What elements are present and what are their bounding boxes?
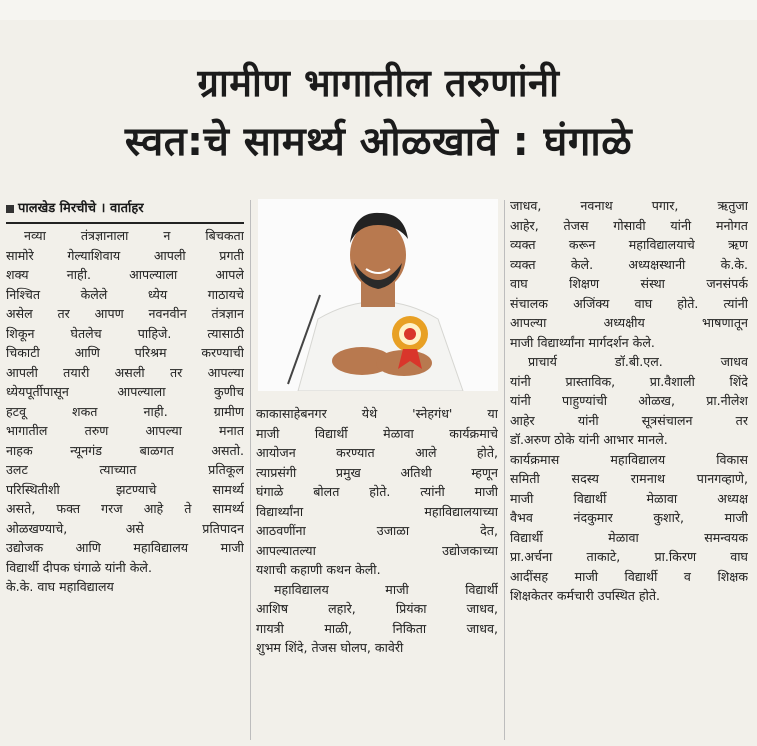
article-text-line: उलट त्याच्यात प्रतिकूल bbox=[6, 462, 244, 477]
article-text-line: समिती सदस्य रामनाथ पानगव्हाणे, bbox=[510, 471, 748, 486]
article-text-line: सामोरे गेल्याशिवाय आपली प्रगती bbox=[6, 247, 244, 263]
column-divider bbox=[504, 200, 505, 740]
article-text-line: आहेर यांनी सूत्रसंचालन तर bbox=[510, 412, 748, 428]
article-text-line: निश्चित केलेले ध्येय गाठायचे bbox=[6, 286, 244, 302]
article-column-1 bbox=[6, 226, 244, 597]
article-column-3 bbox=[510, 196, 748, 606]
top-strip bbox=[0, 0, 757, 20]
byline-text: पालखेड मिरचीचे । वार्ताहर bbox=[18, 201, 144, 216]
article-text-line: डॉ.अरुण ठोके यांनी आभार मानले. bbox=[510, 432, 668, 447]
article-text-line: माजी विद्यार्थी मेळावा कार्यक्रमाचे bbox=[256, 425, 498, 441]
article-text-line: आपल्या अध्यक्षीय भाषणातून bbox=[510, 315, 748, 330]
article-text-line: शिकून घेतलेच पाहिजे. त्यासाठी bbox=[6, 325, 244, 341]
article-text-line: आहेर, तेजस गोसावी यांनी मनोगत bbox=[510, 217, 748, 233]
article-text-line: के.के. वाघ महाविद्यालय bbox=[6, 579, 114, 594]
article-text-line: विद्यार्थी दीपक घंगाळे यांनी केले. bbox=[6, 559, 152, 575]
article-text-line: काकासाहेबनगर येथे 'स्नेहगंध' या bbox=[256, 406, 498, 421]
article-column-2 bbox=[256, 404, 498, 658]
person-photo bbox=[258, 199, 498, 391]
article-text-line: आदींसह माजी विद्यार्थी व शिक्षक bbox=[510, 568, 748, 584]
article-text-line: शक्य नाही. आपल्याला आपले bbox=[6, 267, 244, 282]
article-text-line: उद्योजक आणि महाविद्यालय माजी bbox=[6, 540, 244, 555]
article-text-line: यशाची कहाणी कथन केली. bbox=[256, 562, 381, 577]
article-text-line: वैभव नंदकुमार कुशारे, माजी bbox=[510, 510, 748, 525]
article-text-line: परिस्थितीशी झटण्याचे सामर्थ्य bbox=[6, 481, 244, 497]
article-text-line: विद्यार्थ्यांना महाविद्यालयाच्या bbox=[256, 503, 498, 519]
article-text-line: व्यक्त करून महाविद्यालयाचे ऋण bbox=[510, 237, 748, 252]
byline bbox=[6, 198, 244, 224]
headline-line-2: स्वत:चे सामर्थ्य ओळखावे : घंगाळे bbox=[124, 119, 633, 165]
article-text-line: आशिष लहारे, प्रियंका जाधव, bbox=[256, 601, 498, 616]
article-text-line: असेल तर आपण नवनवीन तंत्रज्ञान bbox=[6, 306, 244, 321]
article-text-line: यांनी पाहुण्यांची ओळख, प्रा.नीलेश bbox=[510, 393, 748, 408]
article-text-line: कार्यक्रमास महाविद्यालय विकास bbox=[510, 451, 748, 467]
article-text-line: आठवणींना उजाळा देत, bbox=[256, 523, 498, 538]
person-photo-graphic bbox=[258, 199, 498, 391]
article-text-line: ओळखण्याचे, असे प्रतिपादन bbox=[6, 520, 244, 536]
article-text-line: प्राचार्य डॉ.बी.एल. जाधव bbox=[528, 354, 748, 369]
article-text-line: माजी विद्यार्थी मेळावा अध्यक्ष bbox=[510, 490, 748, 506]
article-text-line: प्रा.अर्चना ताकाटे, प्रा.किरण वाघ bbox=[510, 549, 748, 564]
article-text-line: असते, फक्त गरज आहे ते सामर्थ्य bbox=[6, 501, 244, 516]
article-text-line: घंगाळे बोलत होते. त्यांनी माजी bbox=[256, 484, 498, 499]
article-text-line: संचालक अजिंक्य वाघ होते. त्यांनी bbox=[510, 295, 748, 311]
headline-line-1: ग्रामीण भागातील तरुणांनी bbox=[197, 61, 560, 105]
article-text-line: नव्या तंत्रज्ञानाला न बिचकता bbox=[24, 228, 244, 243]
headline bbox=[0, 55, 757, 171]
article-text-line: शुभम शिंदे, तेजस घोलप, कावेरी bbox=[256, 640, 404, 655]
column-divider bbox=[250, 200, 251, 740]
article-text-line: यांनी प्रास्ताविक, प्रा.वैशाली शिंदे bbox=[510, 373, 748, 389]
article-text-line: आयोजन करण्यात आले होते, bbox=[256, 445, 498, 460]
article-text-line: हटवू शकत नाही. ग्रामीण bbox=[6, 403, 244, 419]
article-text-line: जाधव, नवनाथ पगार, ऋतुजा bbox=[510, 198, 748, 213]
article-text-line: व्यक्त केले. अध्यक्षस्थानी के.के. bbox=[510, 256, 748, 272]
article-text-line: माजी विद्यार्थ्यांना मार्गदर्शन केले. bbox=[510, 334, 655, 350]
article-text-line: आपल्यातल्या उद्योजकाच्या bbox=[256, 542, 498, 558]
article-text-line: त्याप्रसंगी प्रमुख अतिथी म्हणून bbox=[256, 464, 498, 480]
article-text-line: चिकाटी आणि परिश्रम करण्याची bbox=[6, 345, 244, 360]
article-text-line: भागातील तरुण आपल्या मनात bbox=[6, 423, 244, 438]
article-text-line: शिक्षकेतर कर्मचारी उपस्थित होते. bbox=[510, 588, 661, 603]
article-text-line: गायत्री माळी, निकिता जाधव, bbox=[256, 620, 498, 636]
article-text-line: विद्यार्थी मेळावा समन्वयक bbox=[510, 529, 748, 545]
square-bullet-icon bbox=[6, 205, 14, 213]
article-text-line: महाविद्यालय माजी विद्यार्थी bbox=[274, 581, 498, 597]
article-text-line: नाहक न्यूनगंड बाळगत असतो. bbox=[6, 442, 244, 458]
article-text-line: वाघ शिक्षण संस्था जनसंपर्क bbox=[510, 276, 748, 291]
article-text-line: ध्येयपूर्तीपासून आपल्याला कुणीच bbox=[6, 384, 244, 399]
article-text-line: आपली तयारी असली तर आपल्या bbox=[6, 364, 244, 380]
